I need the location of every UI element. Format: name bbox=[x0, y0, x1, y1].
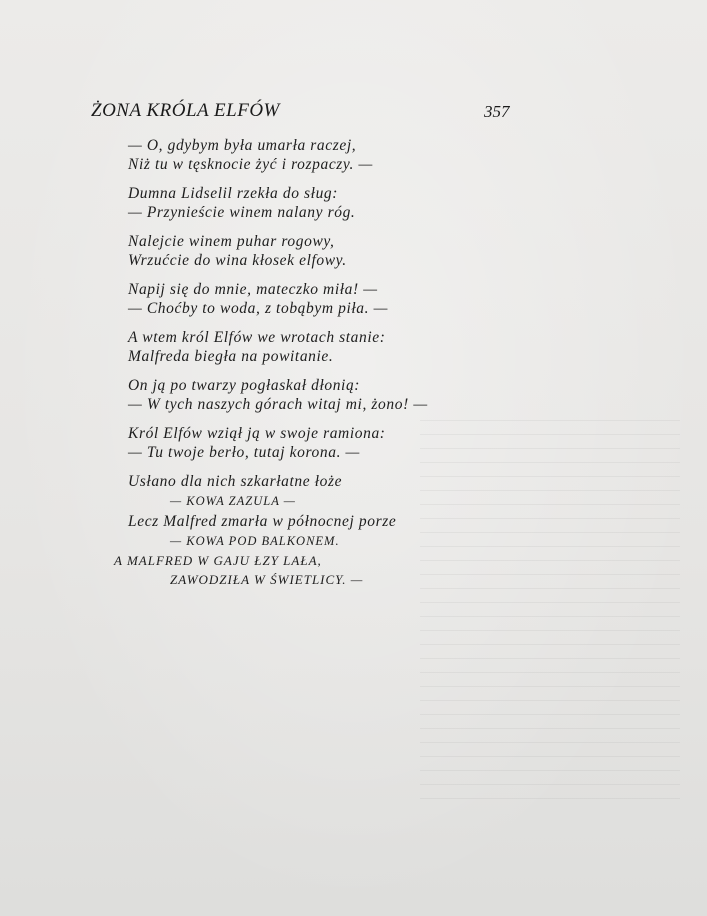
poem-line: Malfreda biegła na powitanie. bbox=[128, 348, 334, 365]
poem-line: — W tych naszych górach witaj mi, żono! — bbox=[128, 396, 428, 413]
poem-line: Dumna Lidselil rzekła do sług: bbox=[128, 185, 339, 202]
poem-line: Lecz Malfred zmarła w północnej porze bbox=[128, 513, 397, 530]
page-number: 357 bbox=[484, 102, 510, 121]
poem-line: Usłano dla nich szkarłatne łoże bbox=[128, 473, 343, 490]
running-head-title: ŻONA KRÓLA ELFÓW bbox=[91, 100, 280, 121]
refrain-line: — KOWA POD BALKONEM. bbox=[170, 534, 340, 548]
poem-line: Nalejcie winem puhar rogowy, bbox=[128, 233, 335, 250]
bleed-through-shadow bbox=[420, 420, 680, 800]
poem-line: — Tu twoje berło, tutaj korona. — bbox=[128, 444, 360, 461]
refrain-line: — KOWA ZAZULA — bbox=[170, 494, 296, 508]
poem-line: Król Elfów wziął ją w swoje ramiona: bbox=[128, 425, 386, 442]
poem-line: Wrzućcie do wina kłosek elfowy. bbox=[128, 252, 347, 269]
final-refrain-line: A MALFRED W GAJU ŁZY LAŁA, bbox=[114, 553, 322, 568]
poem-line: — O, gdybym była umarła raczej, bbox=[128, 137, 357, 154]
poem-line: Niż tu w tęsknocie żyć i rozpaczy. — bbox=[128, 156, 373, 173]
poem-line: Napij się do mnie, mateczko miła! — bbox=[128, 281, 378, 298]
final-refrain-line: ZAWODZIŁA W ŚWIETLICY. — bbox=[170, 572, 364, 587]
poem-line: — Choćby to woda, z tobąbym piła. — bbox=[128, 300, 388, 317]
poem-line: On ją po twarzy pogłaskał dłonią: bbox=[128, 377, 361, 394]
poem-line: A wtem król Elfów we wrotach stanie: bbox=[128, 329, 386, 346]
poem-line: — Przynieście winem nalany róg. bbox=[128, 204, 356, 221]
